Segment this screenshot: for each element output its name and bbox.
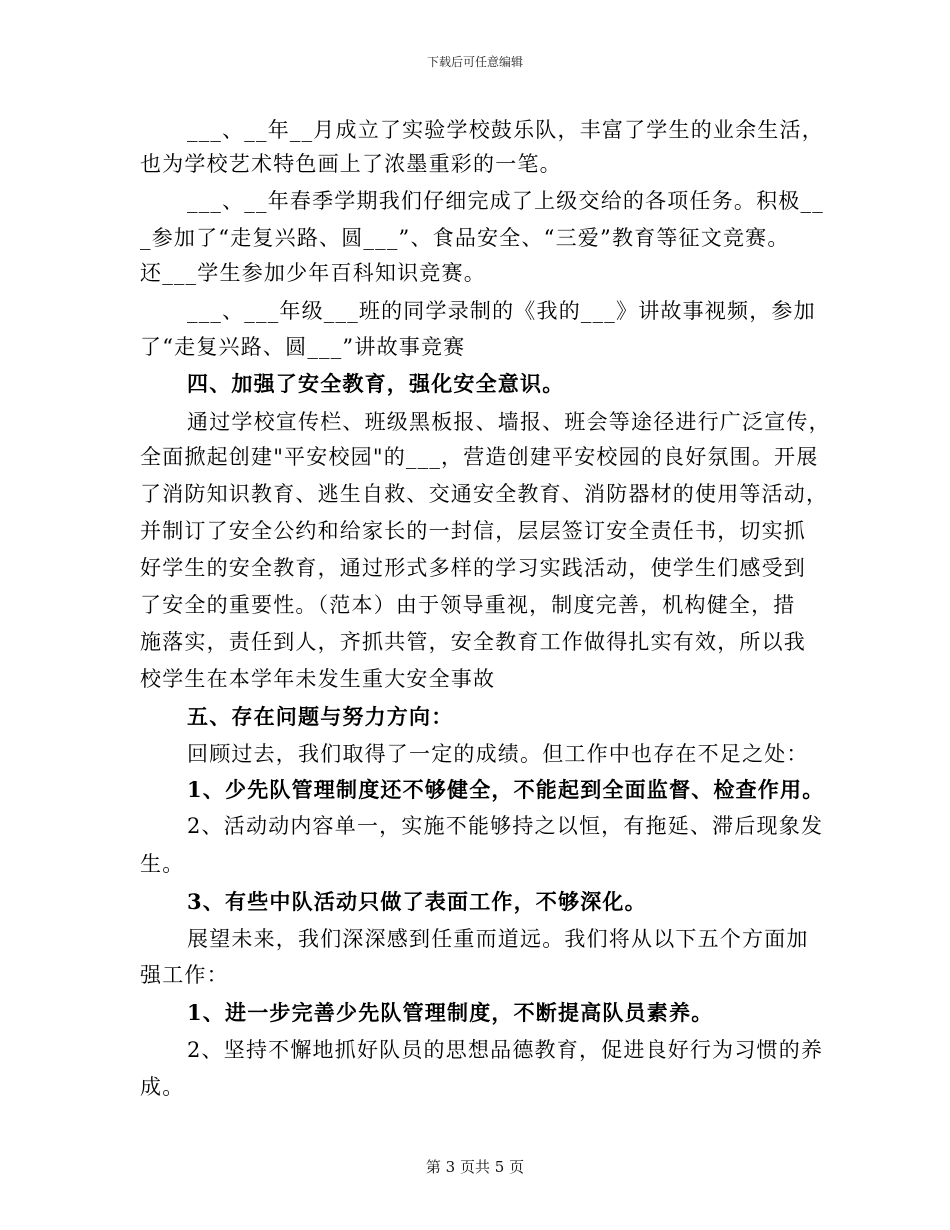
- body-line: 也为学校艺术特色画上了浓墨重彩的一笔。: [140, 152, 562, 176]
- body-line: 了消防知识教育、逃生自救、交通安全教育、消防器材的使用等活动，: [140, 482, 829, 506]
- body-line: 成。: [140, 1075, 185, 1099]
- body-line: ___、__年__月成立了实验学校鼓乐队，丰富了学生的业余生活，: [187, 118, 824, 142]
- body-line: 了安全的重要性。（范本）由于领导重视，制度完善，机构健全，措: [140, 593, 796, 617]
- body-line: ___、___年级___班的同学录制的《我的___》讲故事视频，参加: [187, 299, 816, 323]
- body-line: 生。: [140, 852, 185, 876]
- body-line: 2、活动动内容单一，实施不能够持之以恒，有拖延、滞后现象发: [187, 814, 824, 838]
- emphasis-line: 3、有些中队活动只做了表面工作，不够深化。: [187, 889, 647, 914]
- emphasis-line: 1、进一步完善少先队管理制度，不断提高队员素养。: [187, 1000, 714, 1025]
- page-footer: 第 3 页共 5 页: [425, 1158, 525, 1176]
- body-line: 施落实，责任到人，齐抓共管，安全教育工作做得扎实有效，所以我: [140, 630, 806, 654]
- page-header: 下载后可任意编辑: [426, 55, 523, 69]
- emphasis-line: 1、少先队管理制度还不够健全，不能起到全面监督、检查作用。: [187, 777, 825, 802]
- body-line: 回顾过去，我们取得了一定的成绩。但工作中也存在不足之处：: [187, 742, 809, 766]
- body-line: 强工作：: [140, 963, 229, 987]
- body-line: _参加了“走复兴路、圆___”、食品安全、“三爱”教育等征文竞赛。: [140, 226, 790, 250]
- body-line: 并制订了安全公约和给家长的一封信，层层签订安全责任书，切实抓: [140, 519, 806, 543]
- section-heading: 四、加强了安全教育，强化安全意识。: [187, 371, 565, 396]
- body-line: 校学生在本学年未发生重大安全事故: [140, 667, 496, 691]
- body-line: 了“走复兴路、圆___”讲故事竞赛: [140, 335, 466, 359]
- body-line: 全面掀起创建"平安校园"的___，营造创建平安校园的良好氛围。开展: [140, 445, 819, 469]
- body-line: 好学生的安全教育，通过形式多样的学习实践活动，使学生们感受到: [140, 556, 806, 580]
- body-line: 通过学校宣传栏、班级黑板报、墙报、班会等途径进行广泛宣传，: [187, 410, 831, 434]
- section-heading: 五、存在问题与努力方向：: [187, 704, 454, 729]
- body-line: 还___学生参加少年百科知识竞赛。: [140, 261, 486, 285]
- body-line: 展望未来，我们深深感到任重而道远。我们将从以下五个方面加: [187, 927, 809, 951]
- body-line: ___、__年春季学期我们仔细完成了上级交给的各项任务。积极__: [187, 189, 824, 213]
- body-line: 2、坚持不懈地抓好队员的思想品德教育，促进良好行为习惯的养: [187, 1038, 824, 1062]
